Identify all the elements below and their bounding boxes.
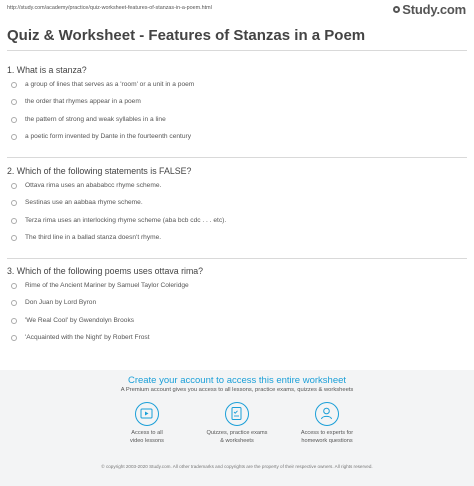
answer-label: Don Juan by Lord Byron bbox=[25, 299, 97, 307]
radio-icon[interactable] bbox=[11, 99, 17, 105]
feature-label-line1: Access to all bbox=[131, 430, 163, 436]
radio-icon[interactable] bbox=[11, 134, 17, 140]
question-text: 2. Which of the following statements is FALSE? bbox=[7, 166, 192, 176]
question-text: 3. Which of the following poems uses ottava rima? bbox=[7, 266, 204, 276]
top-bar bbox=[0, 0, 474, 20]
expert-icon bbox=[315, 402, 339, 426]
answer-label: Terza rima uses an interlocking rhyme scheme (aba bcb cdc . . . etc). bbox=[25, 216, 227, 224]
study-logo[interactable] bbox=[393, 2, 466, 17]
question-2 bbox=[7, 166, 467, 251]
radio-icon[interactable] bbox=[11, 183, 17, 189]
question-divider bbox=[7, 157, 467, 158]
radio-icon[interactable] bbox=[11, 82, 17, 88]
question-divider bbox=[7, 258, 467, 259]
radio-icon[interactable] bbox=[11, 218, 17, 224]
logo-icon bbox=[393, 6, 400, 13]
cta-title[interactable]: Create your account to access this entire worksheet bbox=[127, 375, 347, 386]
video-play-icon bbox=[135, 402, 159, 426]
radio-icon[interactable] bbox=[11, 200, 17, 206]
copyright-text: © copyright 2003-2020 Study.com. All other trademarks and copyrights are the property of their respective owners. All rights reserved. bbox=[101, 464, 373, 469]
answer-option[interactable] bbox=[7, 133, 467, 150]
answer-option[interactable] bbox=[7, 282, 467, 299]
radio-icon[interactable] bbox=[11, 117, 17, 123]
answer-option[interactable] bbox=[7, 81, 467, 98]
answer-option[interactable] bbox=[7, 217, 467, 234]
feature-label-line1: Quizzes, practice exams bbox=[206, 430, 268, 436]
answer-label: the pattern of strong and weak syllables in a line bbox=[25, 115, 166, 123]
logo-text: Study.com bbox=[402, 2, 466, 17]
radio-icon[interactable] bbox=[11, 300, 17, 306]
page-url: http://study.com/academy/practice/quiz-worksheet-features-of-stanzas-in-a-poem.html bbox=[7, 5, 212, 11]
title-divider bbox=[7, 50, 467, 51]
answer-label: Rime of the Ancient Mariner by Samuel Taylor Coleridge bbox=[25, 282, 189, 289]
question-1 bbox=[7, 65, 467, 150]
answer-label: a group of lines that serves as a 'room' or a unit in a poem bbox=[25, 81, 195, 88]
answer-label: Ottava rima uses an abababcc rhyme scheme. bbox=[25, 182, 162, 189]
answer-option[interactable] bbox=[7, 116, 467, 133]
question-3 bbox=[7, 266, 467, 351]
answer-label: 'We Real Cool' by Gwendolyn Brooks bbox=[25, 316, 135, 324]
answer-label: the order that rhymes appear in a poem bbox=[25, 98, 141, 106]
answer-label: 'Acquainted with the Night' by Robert Frost bbox=[25, 333, 150, 341]
premium-cta-panel bbox=[0, 370, 474, 486]
answer-option[interactable] bbox=[7, 199, 467, 216]
radio-icon[interactable] bbox=[11, 318, 17, 324]
answer-option[interactable] bbox=[7, 334, 467, 351]
page-title: Quiz & Worksheet - Features of Stanzas in a Poem bbox=[7, 27, 366, 44]
cta-subtitle: A Premium account gives you access to all lessons, practice exams, quizzes & worksheets bbox=[120, 387, 354, 393]
feature-experts bbox=[267, 402, 387, 445]
feature-label-line1: Access to experts for bbox=[300, 430, 354, 436]
checklist-icon bbox=[225, 402, 249, 426]
answer-label: a poetic form invented by Dante in the fourteenth century bbox=[25, 132, 192, 140]
answer-option[interactable] bbox=[7, 182, 467, 199]
feature-label-line2: homework questions bbox=[301, 437, 353, 444]
answer-label: Sestinas use an aabbaa rhyme scheme. bbox=[25, 199, 143, 207]
answer-option[interactable] bbox=[7, 299, 467, 316]
radio-icon[interactable] bbox=[11, 283, 17, 289]
feature-label-line2: & worksheets bbox=[220, 437, 254, 444]
radio-icon[interactable] bbox=[11, 235, 17, 241]
answer-option[interactable] bbox=[7, 317, 467, 334]
radio-icon[interactable] bbox=[11, 335, 17, 341]
answer-label: The third line in a ballad stanza doesn't rhyme. bbox=[25, 233, 162, 241]
answer-option[interactable] bbox=[7, 234, 467, 251]
question-text: 1. What is a stanza? bbox=[7, 65, 87, 75]
feature-label-line2: video lessons bbox=[130, 437, 164, 444]
answer-option[interactable] bbox=[7, 98, 467, 115]
